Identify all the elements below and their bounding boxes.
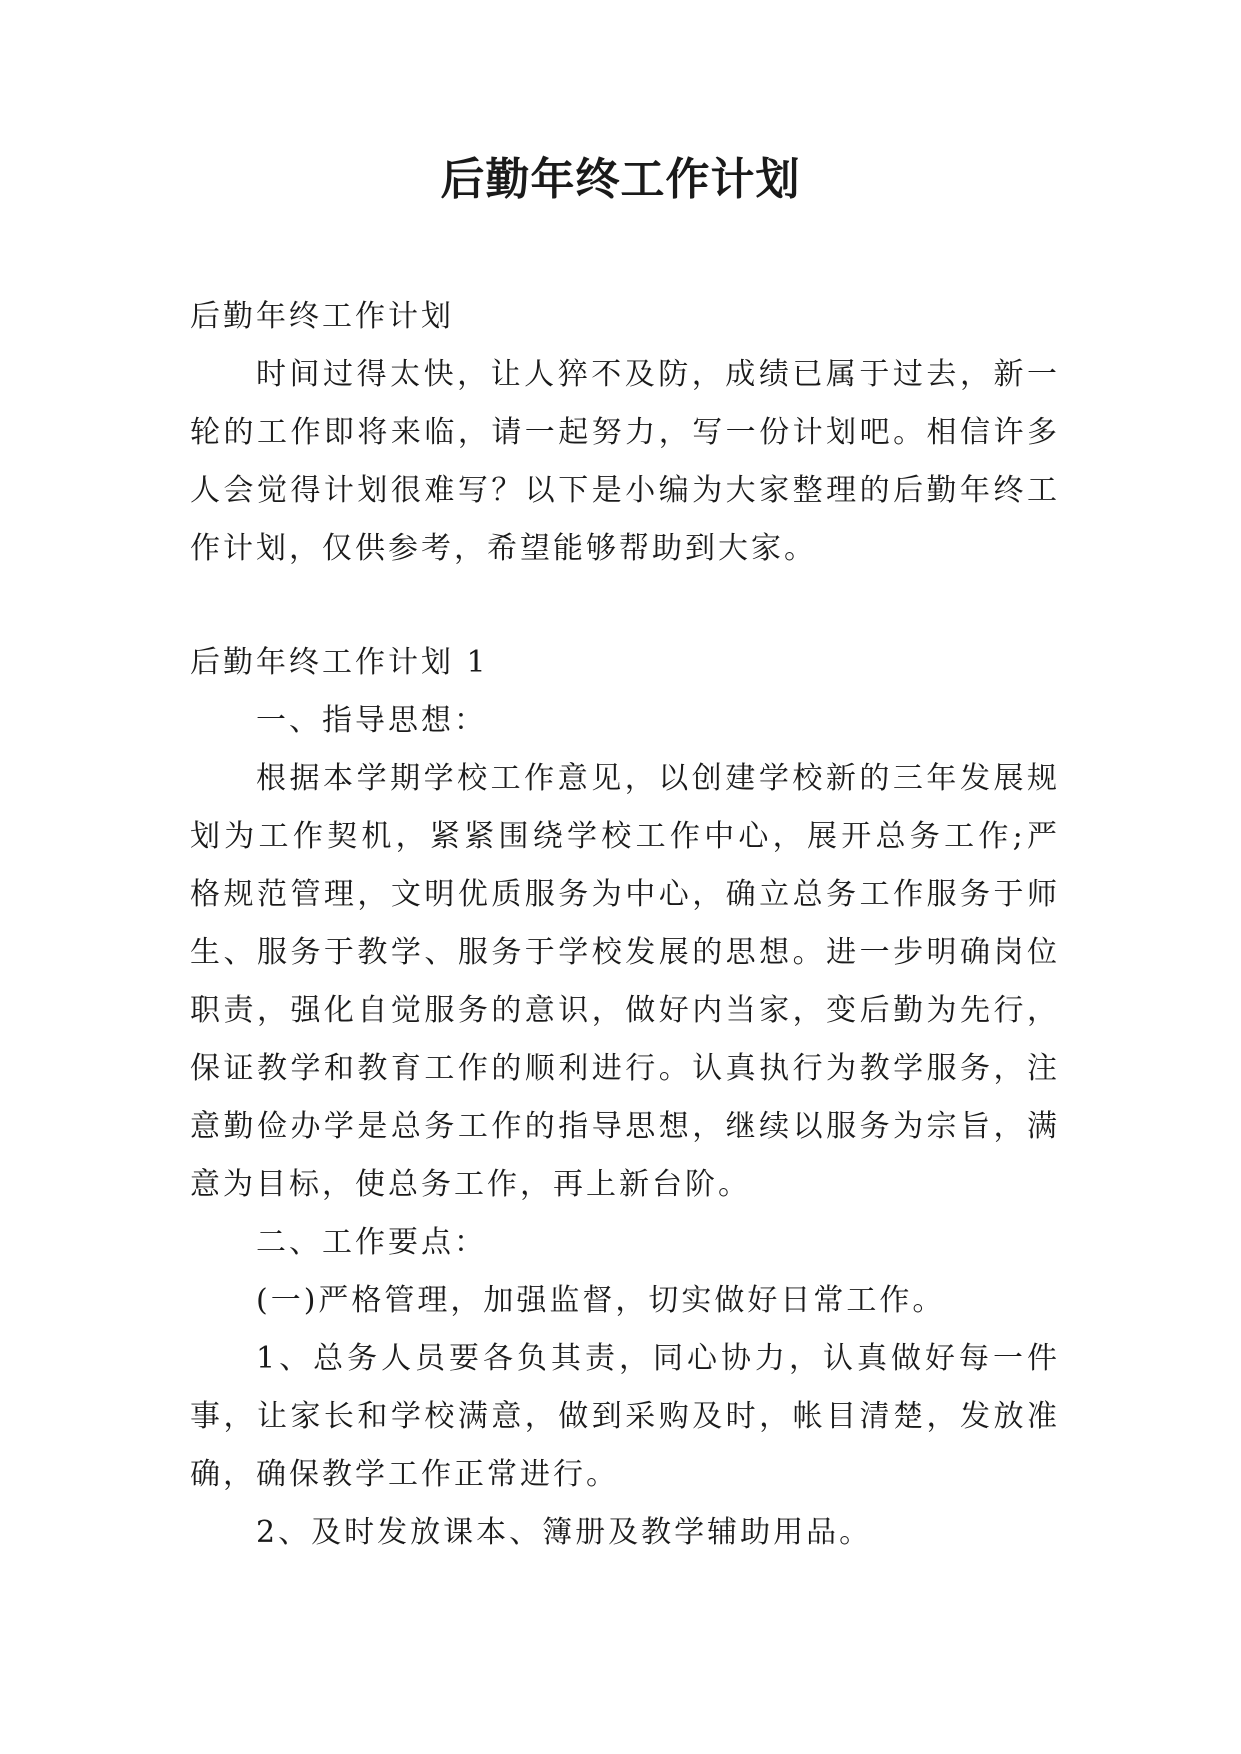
- item-2-paragraph: 2、及时发放课本、簿册及教学辅助用品。: [256, 1515, 873, 1550]
- subheading-management: (一)严格管理，加强监督，切实做好日常工作。: [256, 1283, 946, 1318]
- heading-work-points: 二、工作要点：: [256, 1225, 487, 1260]
- item-1-paragraph: 1、总务人员要各负其责，同心协力，认真做好每一件事，让家长和学校满意，做到采购及时，帐目清楚，发放准确，确保教学工作正常进行。: [190, 1341, 1060, 1492]
- document-body: [190, 288, 1060, 1562]
- heading-guiding-ideology: 一、指导思想：: [256, 703, 487, 738]
- guiding-ideology-paragraph: 根据本学期学校工作意见，以创建学校新的三年发展规划为工作契机，紧紧围绕学校工作中心，展开总务工作;严格规范管理，文明优质服务为中心，确立总务工作服务于师生、服务于教学、服务于学校发展的思想。进一步明确岗位职责，强化自觉服务的意识，做好内当家，变后勤为先行，保证教学和教育工作的顺利进行。认真执行为教学服务，注意勤俭办学是总务工作的指导思想，继续以服务为宗旨，满意为目标，使总务工作，再上新台阶。: [190, 761, 1060, 1202]
- section-heading-plan-1: 后勤年终工作计划 1: [190, 645, 489, 680]
- document-title: 后勤年终工作计划: [440, 154, 801, 205]
- intro-paragraph: 时间过得太快，让人猝不及防，成绩已属于过去，新一轮的工作即将来临，请一起努力，写一份计划吧。相信许多人会觉得计划很难写？以下是小编为大家整理的后勤年终工作计划，仅供参考，希望能够帮助到大家。: [190, 357, 1060, 566]
- section-heading-intro: 后勤年终工作计划: [190, 299, 454, 334]
